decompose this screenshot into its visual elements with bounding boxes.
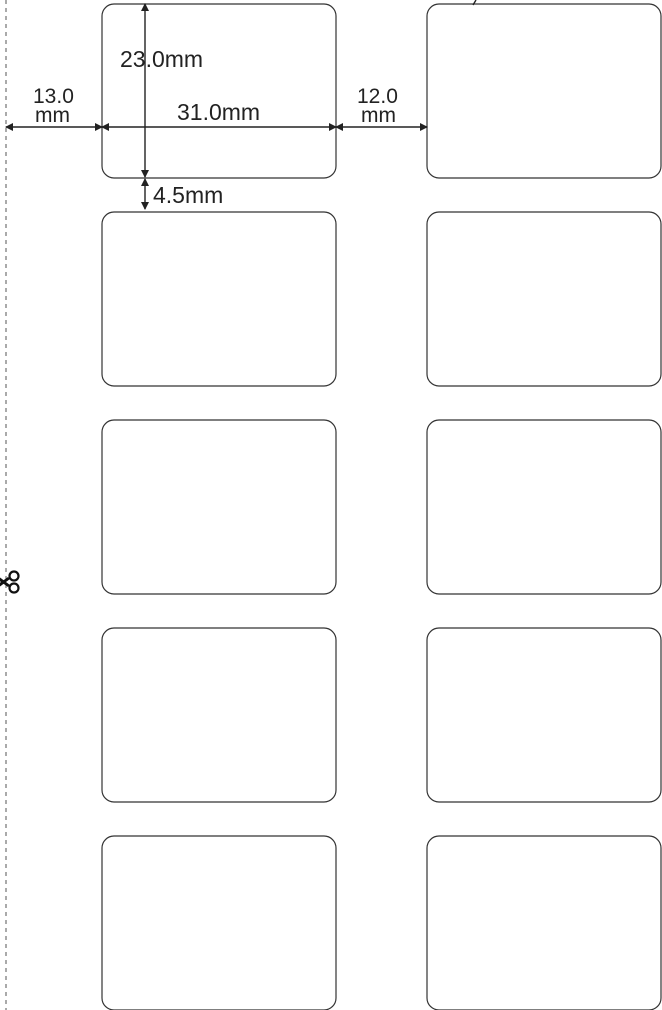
width-label: 31.0mm xyxy=(177,99,261,125)
label-cell xyxy=(102,212,336,386)
label-cell xyxy=(427,836,661,1010)
label-cell xyxy=(427,420,661,594)
left-margin-value: 13.0 xyxy=(33,85,74,108)
label-cell xyxy=(102,836,336,1010)
label-cell xyxy=(102,628,336,802)
label-cell xyxy=(102,420,336,594)
scissors-icon xyxy=(0,572,19,593)
label-cell xyxy=(427,628,661,802)
column-gap-value: 12.0 xyxy=(357,85,398,108)
label-cell xyxy=(427,212,661,386)
height-label: 23.0mm xyxy=(120,46,204,72)
row-gap-label: 4.5mm xyxy=(153,182,224,208)
label-grid xyxy=(102,4,661,1010)
label-cell xyxy=(102,4,336,178)
column-gap-unit: mm xyxy=(361,104,396,127)
left-margin-unit: mm xyxy=(35,104,70,127)
label-cell xyxy=(427,4,661,178)
